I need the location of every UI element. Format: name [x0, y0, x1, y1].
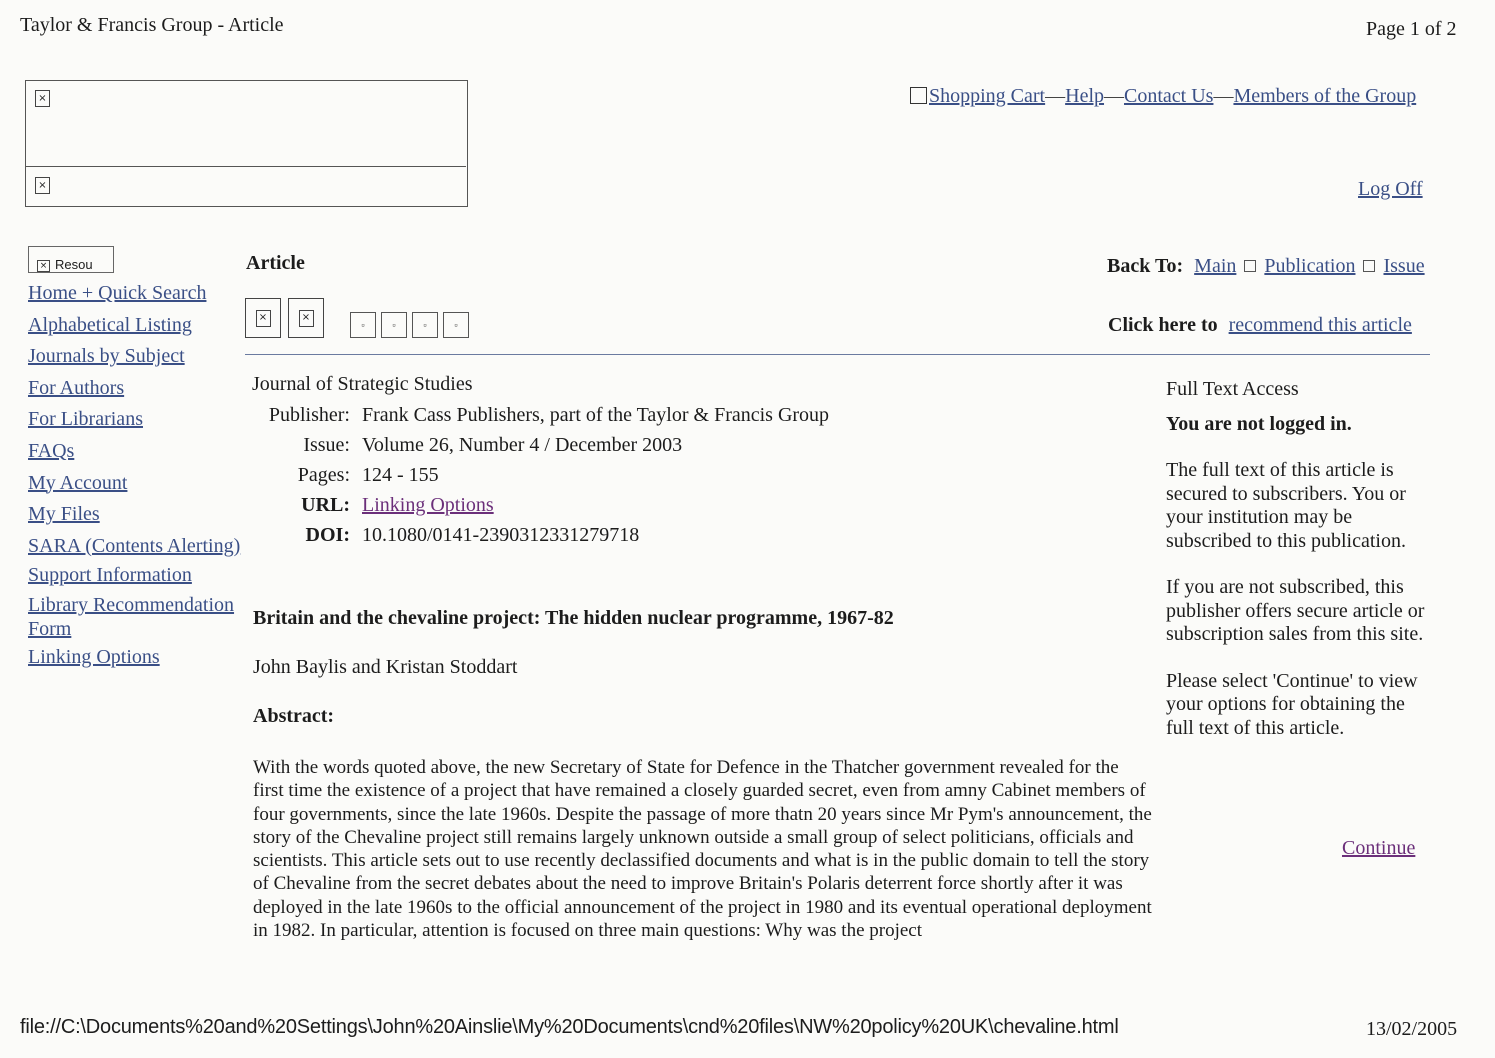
- banner-divider: [25, 166, 466, 167]
- shopping-cart-icon: [910, 87, 927, 104]
- recommend-row: [1108, 314, 1412, 337]
- abstract-heading: Abstract:: [253, 705, 335, 727]
- sidebar-item-my-files[interactable]: My Files: [28, 503, 100, 526]
- not-logged-in-notice: You are not logged in.: [1166, 412, 1352, 435]
- contact-us-link[interactable]: Contact Us: [1124, 85, 1214, 107]
- resource-button[interactable]: [28, 246, 114, 273]
- sidebar-item-support-information[interactable]: Support Information: [28, 564, 192, 587]
- doi-value: 10.1080/0141-2390312331279718: [362, 524, 640, 546]
- back-to-main-link[interactable]: Main: [1194, 255, 1237, 277]
- sidebar-nav: [28, 282, 243, 678]
- broken-image-icon: ×: [35, 90, 50, 107]
- top-navigation: [910, 85, 1416, 108]
- separator-box-icon: [1244, 260, 1256, 272]
- back-to-issue-link[interactable]: Issue: [1383, 255, 1425, 277]
- broken-image-icon: ×: [299, 310, 314, 327]
- article-metadata: [252, 403, 841, 553]
- separator-box-icon: [1363, 260, 1375, 272]
- toolbar-small-icon[interactable]: ▫: [443, 312, 469, 338]
- sidebar-item-alphabetical-listing[interactable]: Alphabetical Listing: [28, 313, 192, 336]
- pages-value: 124 - 155: [362, 464, 439, 486]
- nav-separator: —: [1045, 85, 1066, 107]
- back-to-label: Back To:: [1107, 255, 1184, 277]
- sidebar-item-for-librarians[interactable]: For Librarians: [28, 408, 143, 431]
- page-indicator: Page 1 of 2: [1366, 18, 1457, 40]
- issue-label: Issue:: [303, 434, 350, 456]
- print-date: 13/02/2005: [1366, 1018, 1458, 1040]
- sidebar-item-home[interactable]: Home + Quick Search: [28, 282, 207, 304]
- pages-label: Pages:: [297, 464, 350, 486]
- toolbar-small-icon[interactable]: ▫: [381, 312, 407, 338]
- sidebar-item-linking-options[interactable]: Linking Options: [28, 646, 160, 669]
- url-label: URL:: [301, 494, 350, 516]
- publisher-label: Publisher:: [268, 404, 350, 426]
- nav-separator: —: [1104, 85, 1125, 107]
- sidebar-item-for-authors[interactable]: For Authors: [28, 376, 125, 399]
- access-heading: Full Text Access: [1166, 378, 1299, 400]
- article-title: Britain and the chevaline project: The hidden nuclear programme, 1967-82: [253, 607, 894, 629]
- section-title: Article: [246, 252, 305, 274]
- sidebar-item-library-recommendation[interactable]: Library Recommendation Form: [28, 593, 235, 640]
- article-toolbar: [245, 298, 469, 338]
- file-path: file://C:\Documents%20and%20Settings\John%20Ainslie\My%20Documents\cnd%20files\NW%20policy%20UK\chevaline.html: [20, 1016, 1119, 1038]
- doi-label: DOI:: [305, 524, 350, 546]
- toolbar-small-icon[interactable]: ▫: [350, 312, 376, 338]
- article-authors: John Baylis and Kristan Stoddart: [253, 656, 518, 678]
- abstract-text: With the words quoted above, the new Secretary of State for Defence in the Thatcher government revealed for the first time the existence of a project that have remained a closely guarded secret, even from amny Cabinet members of four governments, since the late 1960s. Despite the passage of more thatn 20 years since Mr Pym's announcement, the story of the Chevaline project still remains largely unknown outside a small group of select politicians, officials and scientists. This article sets out to use recently declassified documents and what is in the public domain to tell the story of Chevaline from the secret debates about the need to improve Britain's Polaris deterrent force shortly after it was deployed in the late 1960s to the official announcement of the project in 1980 and its eventual operational deployment in 1982. In particular, attention is focused on three main questions: Why was the project: [253, 757, 1152, 942]
- toolbar-small-icon[interactable]: ▫: [412, 312, 438, 338]
- sidebar-item-my-account[interactable]: My Account: [28, 471, 128, 494]
- help-link[interactable]: Help: [1065, 85, 1105, 107]
- banner-frame: [25, 80, 468, 207]
- header-divider: [245, 354, 1430, 355]
- recommend-label: Click here to: [1108, 314, 1218, 336]
- publisher-value: Frank Cass Publishers, part of the Taylor & Francis Group: [362, 404, 830, 426]
- recommend-article-link[interactable]: recommend this article: [1228, 314, 1412, 336]
- access-paragraph: If you are not subscribed, this publisher offers secure article or subscription sales from this site.: [1166, 576, 1425, 645]
- nav-separator: —: [1213, 85, 1234, 107]
- log-off-link[interactable]: Log Off: [1358, 178, 1423, 200]
- access-paragraph: The full text of this article is secured to subscribers. You or your institution may be subscribed to this publication.: [1166, 459, 1406, 552]
- shopping-cart-link[interactable]: Shopping Cart: [929, 85, 1046, 107]
- sidebar-item-journals-by-subject[interactable]: Journals by Subject: [28, 345, 185, 368]
- continue-link[interactable]: Continue: [1342, 837, 1416, 859]
- issue-value: Volume 26, Number 4 / December 2003: [362, 434, 683, 456]
- access-paragraph: Please select 'Continue' to view your options for obtaining the full text of this article.: [1166, 669, 1418, 739]
- window-title: Taylor & Francis Group - Article: [20, 14, 284, 36]
- toolbar-image-button[interactable]: [245, 298, 281, 338]
- members-of-group-link[interactable]: Members of the Group: [1233, 85, 1417, 107]
- back-to-nav: [1107, 255, 1425, 278]
- linking-options-link[interactable]: Linking Options: [362, 494, 494, 516]
- broken-image-icon: ×: [37, 260, 50, 272]
- journal-name: Journal of Strategic Studies: [252, 373, 473, 395]
- broken-image-icon: ×: [256, 310, 271, 327]
- broken-image-icon: ×: [35, 177, 50, 194]
- toolbar-image-button[interactable]: [288, 298, 324, 338]
- sidebar-item-sara[interactable]: SARA (Contents Alerting): [28, 534, 241, 557]
- resource-button-label: Resou: [55, 257, 93, 272]
- full-text-access-panel: [1166, 378, 1434, 763]
- sidebar-item-faqs[interactable]: FAQs: [28, 439, 75, 462]
- back-to-publication-link[interactable]: Publication: [1264, 255, 1356, 277]
